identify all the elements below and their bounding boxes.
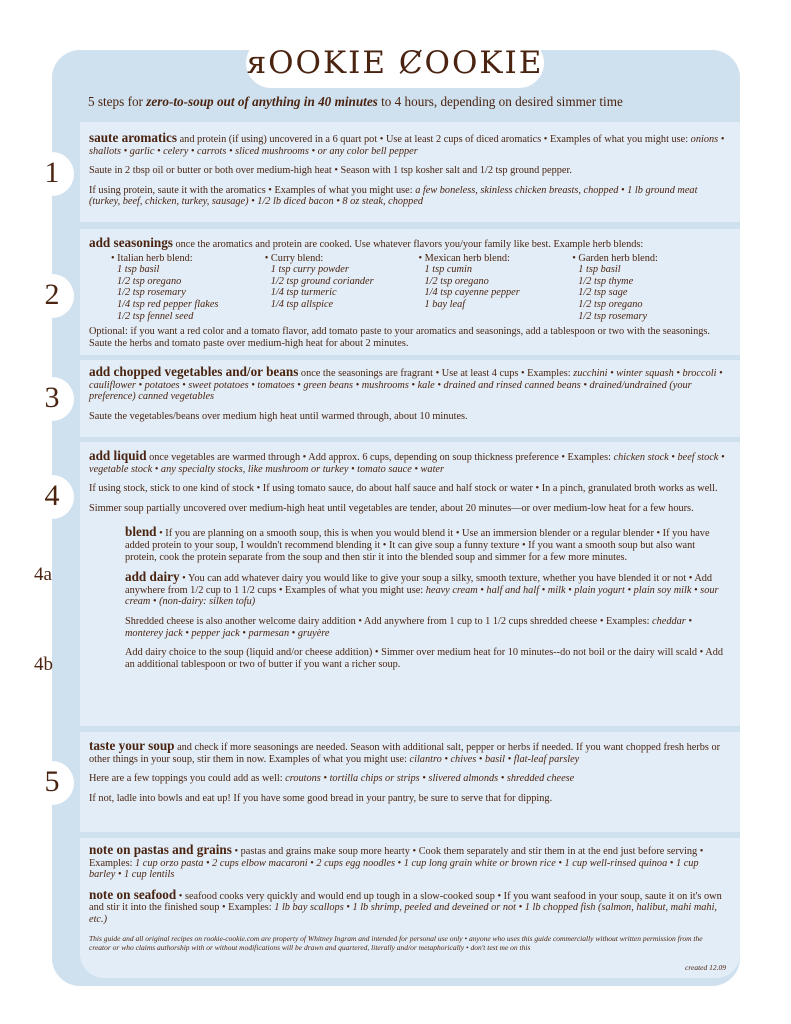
herb-blend-item: 1/4 tsp cayenne pepper — [424, 287, 520, 299]
step-4a-heading: blend — [125, 524, 157, 540]
step-5-toppings-list: croutons • tortilla chips or strips • slivered almonds • shredded cheese — [285, 773, 575, 785]
herb-blend-item: 1/4 tsp turmeric — [270, 287, 337, 299]
pasta-note-heading: note on pastas and grains — [89, 842, 232, 857]
step-1-protein-list: a few boneless, skinless chicken breasts, chopped • 1 lb ground meat (turkey, beef, chicken, turkey, sausage) • 1/2 lb diced bacon • 8 oz steak, chopped — [89, 184, 698, 208]
step-1-number: 1 — [44, 156, 60, 189]
step-3-number: 3 — [44, 381, 60, 414]
step-2-text: once the aromatics and protein are cooked. Use whatever flavors you/your family like best. Example herb blends: — [172, 239, 644, 250]
page-subtitle — [88, 94, 728, 110]
herb-blend-column — [265, 253, 419, 323]
herb-blends — [111, 253, 726, 323]
herb-blend-item: 1/4 tsp red pepper flakes — [117, 298, 219, 310]
herb-blend-item: 1/2 tsp rosemary — [117, 287, 186, 299]
step-1-saute-text: Saute in 2 tbsp oil or butter or both over medium-high heat • Season with 1 tsp kosher salt and 1/2 tsp ground pepper. — [89, 165, 572, 177]
step-1-protein-text: If using protein, saute it with the aromatics • Examples of what you might use: — [89, 184, 416, 196]
step-4b-dairy-list: heavy cream • half and half • milk • plain yogurt • plain soy milk • sour cream • (non-dairy: silken tofu) — [125, 584, 719, 608]
step-5-number: 5 — [44, 765, 60, 798]
step-1-heading: saute aromatics — [89, 130, 178, 145]
seafood-note-text: • seafood cooks very quickly and would end up tough in a slow-cooked soup • If you want seafood in your soup, saute it on it's own and stir it into the finished soup • Examples: — [89, 890, 722, 914]
herb-blend-item: 1 tsp basil — [117, 264, 160, 276]
step-3-vegetable-list: zucchini • winter squash • broccoli • cauliflower • potatoes • sweet potatoes • tomatoes • green beans • mushrooms • kale • drained and rinsed canned beans • drained/undrained (your preference) canned vegetables — [89, 368, 723, 403]
step-4-simmer-text: Simmer soup partially uncovered over medium-high heat until vegetables are tender, about 20 minutes—or over medium-low heat for a few hours. — [89, 502, 694, 514]
herb-blend-item: 1/2 tsp rosemary — [578, 310, 648, 322]
step-5-text: and check if more seasonings are needed. Season with additional salt, pepper or herbs if needed. If you want chopped fresh herbs or other things in your soup, stir them in now. Examples of what you might use: — [89, 742, 721, 765]
step-5-serve-text: If not, ladle into bowls and eat up! If you have some good bread in your pantry, be sure to serve that for dipping. — [89, 792, 553, 804]
herb-blend-item: 1/2 tsp oregano — [578, 298, 643, 310]
step-4b-cheese-list: cheddar • monterey jack • pepper jack • parmesan • gruyère — [125, 615, 692, 639]
step-1-section — [80, 122, 740, 222]
step-2-section — [80, 229, 740, 355]
herb-blend-item: 1/2 tsp fennel seed — [117, 310, 194, 322]
step-5-toppings-text: Here are a few toppings you could add as well: — [89, 773, 286, 785]
step-4-text: once vegetables are warmed through • Add approx. 6 cups, depending on soup thickness preference • Examples: — [146, 452, 614, 463]
step-2-number: 2 — [44, 278, 60, 311]
notes-section — [80, 838, 740, 978]
subtitle-suffix: to 4 hours, depending on desired simmer time — [377, 94, 623, 109]
step-4b-heading: add dairy — [125, 569, 180, 585]
step-5-section — [80, 732, 740, 832]
seafood-note-heading: note on seafood — [89, 886, 177, 902]
step-2-heading: add seasonings — [89, 235, 173, 250]
copyright-footer: This guide and all original recipes on rookie-cookie.com are property of Whitney Ingram and intended for personal use only • anyone who uses this guide commercially without written permission from the creator or who claims authorship with or without modifications will be drawn and quartered, literally and/or metaphorically • don't test me on this — [89, 933, 703, 952]
step-3-heading: add chopped vegetables and/or beans — [89, 364, 299, 379]
herb-blend-name: • Italian herb blend: — [111, 252, 193, 264]
subtitle-emphasis: zero-to-soup out of anything in 40 minutes — [146, 94, 378, 109]
herb-blend-name: • Curry blend: — [264, 252, 324, 264]
herb-blend-item: 1/2 tsp oregano — [424, 275, 489, 287]
created-date: created 12.09 — [685, 962, 726, 972]
step-4-stock-text: If using stock, stick to one kind of stock • If using tomato sauce, do about half sauce and half stock or water • In a pinch, granulated broth works as well. — [89, 483, 718, 495]
step-4-section — [80, 442, 740, 726]
step-3-section — [80, 360, 740, 437]
seafood-note-list: 1 lb bay scallops • 1 lb shrimp, peeled and deveined or not • 1 lb chopped fish (salmon, halibut, mahi mahi, etc.) — [89, 902, 717, 925]
herb-blend-item: 1 tsp basil — [578, 264, 621, 276]
herb-blend-item: 1/2 tsp sage — [578, 287, 628, 299]
herb-blend-item: 1/4 tsp allspice — [270, 298, 334, 310]
step-4-number: 4 — [44, 479, 60, 512]
step-4b-simmer-text: Add dairy choice to the soup (liquid and/or cheese addition) • Simmer over medium heat for 10 minutes--do not boil or the dairy will scald • Add an additional tablespoon or two of butter if you want a richer soup. — [125, 647, 724, 670]
step-1-aromatics-list: onions • shallots • garlic • celery • carrots • sliced mushrooms • or any color bell pepper — [89, 134, 725, 157]
step-4a-number: 4a — [34, 564, 52, 585]
herb-blend-item: 1 bay leaf — [424, 298, 466, 310]
herb-blend-column — [419, 253, 573, 323]
step-4b-number: 4b — [34, 654, 53, 675]
step-4b-cheese-text: Shredded cheese is also another welcome dairy addition • Add anywhere from 1 cup to 1 1/2 cups shredded cheese • Examples: — [125, 615, 653, 627]
herb-blend-item: 1/2 tsp thyme — [578, 275, 634, 287]
herb-blend-item: 1/2 tsp ground coriander — [270, 275, 374, 287]
herb-blend-name: • Mexican herb blend: — [418, 252, 510, 264]
herb-blend-item: 1/2 tsp oregano — [117, 275, 182, 287]
herb-blend-name: • Garden herb blend: — [572, 252, 658, 264]
pasta-note-list: 1 cup orzo pasta • 2 cups elbow macaroni • 2 cups egg noodles • 1 cup long grain white or brown rice • 1 cup well-rinsed quinoa • 1 cup barley • 1 cup lentils — [89, 857, 699, 881]
subtitle-prefix: 5 steps for — [88, 94, 147, 109]
step-3-saute-text: Saute the vegetables/beans over medium high heat until warmed through, about 10 minutes. — [89, 410, 468, 422]
step-5-heading: taste your soup — [89, 738, 175, 753]
herb-blend-item: 1 tsp cumin — [424, 264, 472, 276]
step-5-herb-list: cilantro • chives • basil • flat-leaf parsley — [409, 753, 580, 765]
herb-blend-column — [111, 253, 265, 323]
step-4b-text: • You can add whatever dairy you would like to give your soup a silky, smooth texture, whether you have blended it or not • Add anywhere from 1/2 cup to 1 1/2 cups • Examples of what you might use: — [125, 573, 713, 596]
step-1-text: and protein (if using) uncovered in a 6 quart pot • Use at least 2 cups of diced aromatics • Examples of what you might use: — [177, 134, 691, 145]
step-4-substeps — [89, 526, 726, 670]
step-4-liquid-list: chicken stock • beef stock • vegetable stock • any specialty stocks, like mushroom or turkey • tomato sauce • water — [89, 452, 725, 475]
step-3-text: once the seasonings are fragrant • Use at least 4 cups • Examples: — [298, 368, 574, 379]
step-2-optional-text: Optional: if you want a red color and a tomato flavor, add tomato paste to your aromatics and seasonings, add a tablespoon or two with the seasonings. Saute the herbs and tomato paste over medium-high heat for about 2 minutes. — [89, 326, 710, 349]
herb-blend-item: 1 tsp curry powder — [270, 264, 349, 276]
herb-blend-column — [572, 253, 726, 323]
pasta-note-text: • pastas and grains make soup more hearty • Cook them separately and stir them in at the end just before serving • Examples: — [89, 846, 704, 869]
step-4-heading: add liquid — [89, 448, 147, 463]
step-4a-text: • If you are planning on a smooth soup, this is when you would blend it • Use an immersion blender or a regular blender • If you have added protein to your soup, I wouldn't recommend blending it • It can give soup a funny texture • If you want a smooth soup but also want protein, cook the protein separate from the soup and then stir it into the blended soup and simmer for a few more minutes. — [125, 528, 710, 563]
rookie-cookie-logo: яOOKIE ȻOOKIE — [246, 38, 544, 88]
